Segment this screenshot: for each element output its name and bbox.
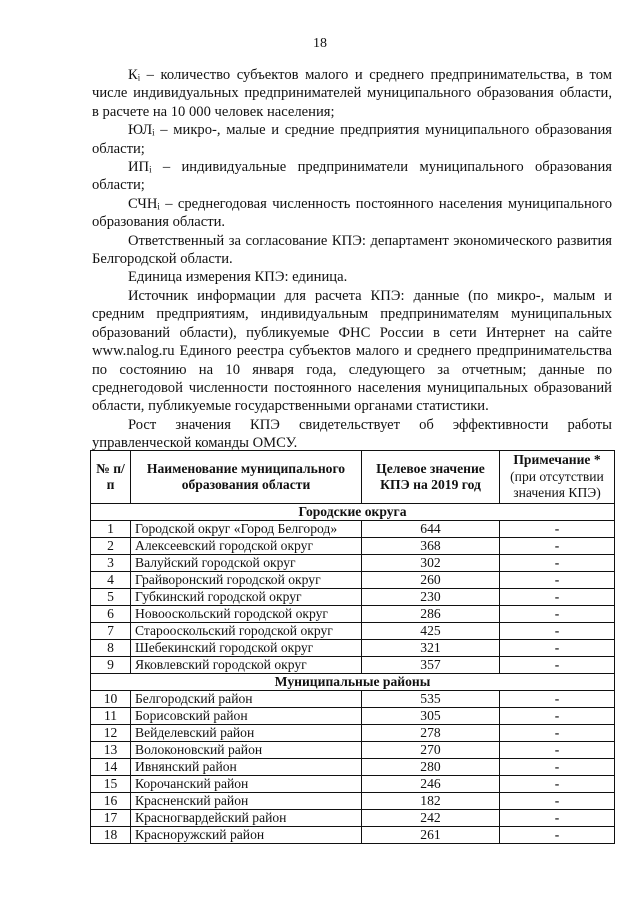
row-note: -	[500, 589, 615, 606]
row-name: Красногвардейский район	[131, 810, 362, 827]
table-row	[91, 623, 615, 640]
table-row	[91, 742, 615, 759]
paragraph: ЮЛᵢ – микро-, малые и средние предприятия муниципального образования области;	[92, 122, 612, 157]
row-number: 9	[91, 657, 131, 674]
row-name: Алексеевский городской округ	[131, 538, 362, 555]
table-row	[91, 640, 615, 657]
paragraph: Единица измерения КПЭ: единица.	[128, 269, 348, 286]
paragraph: Рост значения КПЭ свидетельствует об эффективности работы управленческой команды ОМСУ.	[92, 416, 612, 452]
row-target-value: 321	[362, 640, 500, 657]
row-name: Вейделевский район	[131, 725, 362, 742]
page-number: 18	[313, 36, 327, 51]
header-note-bold: Примечание *	[513, 452, 601, 468]
row-note: -	[500, 521, 615, 538]
row-target-value: 357	[362, 657, 500, 674]
row-name: Грайворонский городской округ	[131, 572, 362, 589]
row-target-value: 242	[362, 810, 500, 827]
table-row	[91, 538, 615, 555]
row-target-value: 278	[362, 725, 500, 742]
row-note: -	[500, 793, 615, 810]
row-name: Корочанский район	[131, 776, 362, 793]
row-note: -	[500, 827, 615, 844]
row-number: 8	[91, 640, 131, 657]
row-note: -	[500, 538, 615, 555]
section-title: Муниципальные районы	[91, 674, 615, 691]
row-target-value: 246	[362, 776, 500, 793]
row-number: 6	[91, 606, 131, 623]
row-note: -	[500, 708, 615, 725]
row-name: Ивнянский район	[131, 759, 362, 776]
row-name: Старооскольский городской округ	[131, 623, 362, 640]
row-note: -	[500, 810, 615, 827]
row-target-value: 230	[362, 589, 500, 606]
row-name: Шебекинский городской округ	[131, 640, 362, 657]
row-target-value: 260	[362, 572, 500, 589]
table-row	[91, 589, 615, 606]
row-target-value: 182	[362, 793, 500, 810]
table-row	[91, 793, 615, 810]
row-number: 11	[91, 708, 131, 725]
row-name: Валуйский городской округ	[131, 555, 362, 572]
table-row	[91, 555, 615, 572]
row-name: Красненский район	[131, 793, 362, 810]
header-num: № п/п	[91, 451, 131, 504]
row-number: 4	[91, 572, 131, 589]
table-row	[91, 606, 615, 623]
table-row	[91, 708, 615, 725]
kpe-table	[90, 450, 615, 844]
row-note: -	[500, 606, 615, 623]
row-target-value: 286	[362, 606, 500, 623]
row-note: -	[500, 725, 615, 742]
row-target-value: 261	[362, 827, 500, 844]
row-note: -	[500, 640, 615, 657]
table-row	[91, 657, 615, 674]
header-note-rest: (при отсутствии значения КПЭ)	[510, 468, 604, 501]
row-number: 15	[91, 776, 131, 793]
row-name: Борисовский район	[131, 708, 362, 725]
row-number: 5	[91, 589, 131, 606]
row-number: 1	[91, 521, 131, 538]
row-number: 13	[91, 742, 131, 759]
row-name: Новооскольский городской округ	[131, 606, 362, 623]
row-note: -	[500, 759, 615, 776]
row-target-value: 305	[362, 708, 500, 725]
table-row	[91, 521, 615, 538]
row-number: 3	[91, 555, 131, 572]
header-note	[500, 451, 615, 504]
row-target-value: 270	[362, 742, 500, 759]
row-note: -	[500, 623, 615, 640]
row-target-value: 535	[362, 691, 500, 708]
row-number: 14	[91, 759, 131, 776]
row-target-value: 280	[362, 759, 500, 776]
row-note: -	[500, 572, 615, 589]
paragraph: Кᵢ – количество субъектов малого и среднего предпринимательства, в том числе индивидуальных предпринимателей муниципального образования области, в расчете на 10 000 человек населения;	[92, 67, 612, 120]
row-note: -	[500, 742, 615, 759]
row-target-value: 302	[362, 555, 500, 572]
section-row	[91, 504, 615, 521]
section-title: Городские округа	[91, 504, 615, 521]
paragraph: СЧНᵢ – среднегодовая численность постоянного населения муниципального образования области.	[92, 195, 612, 231]
header-name: Наименование муниципального образования области	[131, 451, 362, 504]
table-row	[91, 776, 615, 793]
row-note: -	[500, 555, 615, 572]
paragraph: ИПᵢ – индивидуальные предприниматели муниципального образования области;	[92, 159, 612, 194]
table-row	[91, 691, 615, 708]
row-name: Губкинский городской округ	[131, 589, 362, 606]
table-body	[91, 504, 615, 844]
row-name: Красноружский район	[131, 827, 362, 844]
table-row	[91, 572, 615, 589]
table-row	[91, 759, 615, 776]
row-target-value: 425	[362, 623, 500, 640]
row-name: Волоконовский район	[131, 742, 362, 759]
table-header-row	[91, 451, 615, 504]
paragraph: Ответственный за согласование КПЭ: департамент экономического развития Белгородской области.	[92, 232, 612, 268]
row-target-value: 368	[362, 538, 500, 555]
row-name: Яковлевский городской округ	[131, 657, 362, 674]
row-number: 12	[91, 725, 131, 742]
section-row	[91, 674, 615, 691]
row-name: Белгородский район	[131, 691, 362, 708]
body-text	[92, 66, 612, 453]
row-number: 10	[91, 691, 131, 708]
row-note: -	[500, 691, 615, 708]
table-row	[91, 725, 615, 742]
row-number: 16	[91, 793, 131, 810]
table-row	[91, 827, 615, 844]
row-note: -	[500, 776, 615, 793]
row-target-value: 644	[362, 521, 500, 538]
row-number: 18	[91, 827, 131, 844]
row-name: Городской округ «Город Белгород»	[131, 521, 362, 538]
row-number: 17	[91, 810, 131, 827]
paragraph: Источник информации для расчета КПЭ: данные (по микро-, малым и средним предприятиям, индивидуальным предпринимателям муниципальных образований области), публикуемые ФНС России в сети Интернет на сайте www.nalog.ru Единого реестра субъектов малого и среднего предпринимательства по состоянию на 10 января года, следующего за отчетным; данные по среднегодовой численности постоянного населения муниципальных образований области, публикуемые государственными органами статистики.	[92, 287, 612, 415]
row-number: 2	[91, 538, 131, 555]
header-target: Целевое значение КПЭ на 2019 год	[362, 451, 500, 504]
table-row	[91, 810, 615, 827]
row-note: -	[500, 657, 615, 674]
row-number: 7	[91, 623, 131, 640]
